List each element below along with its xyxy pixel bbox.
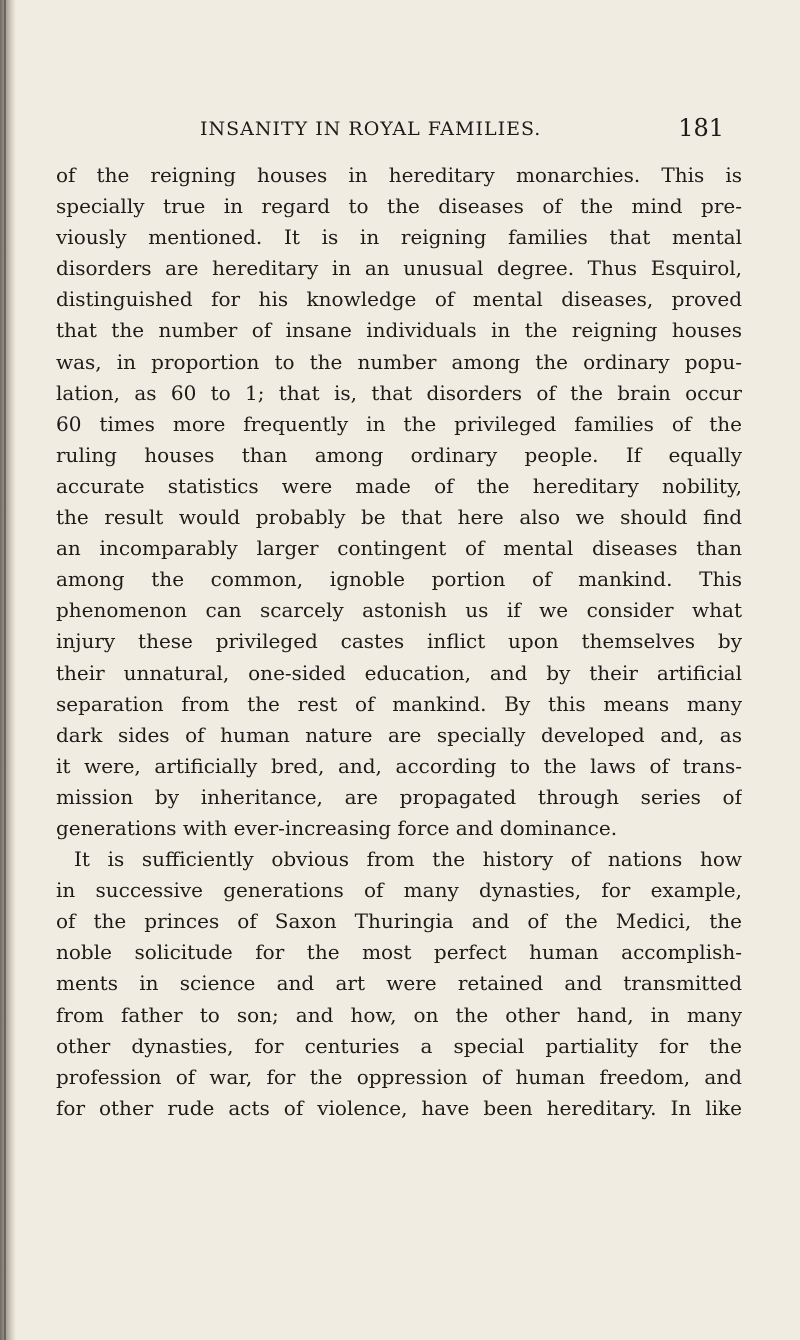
text-line: of the princes of Saxon Thuringia and of the Medici, the [56,909,742,934]
running-head: INSANITY IN ROYAL FAMILIES. [200,118,542,140]
text-line: injury these privileged castes inflict upon themselves by [56,629,742,654]
body-text [56,160,742,1124]
text-line: viously mentioned. It is in reigning families that mental [56,225,742,250]
text-line: other dynasties, for centuries a special partiality for the [56,1033,742,1058]
text-line: it were, artificially bred, and, according to the laws of trans- [56,753,742,778]
text-line: separation from the rest of mankind. By this means many [56,691,742,716]
text-line: noble solicitude for the most perfect human accomplish- [56,940,742,965]
text-line: from father to son; and how, on the other hand, in many [56,1002,742,1027]
text-line: for other rude acts of violence, have been hereditary. In like [56,1095,742,1120]
text-line: distinguished for his knowledge of mental diseases, proved [56,287,742,312]
text-line: accurate statistics were made of the hereditary nobility, [56,473,742,498]
text-line: an incomparably larger contingent of mental diseases than [56,536,742,561]
text-line: phenomenon can scarcely astonish us if we consider what [56,598,742,623]
text-line: lation, as 60 to 1; that is, that disorders of the brain occur [56,380,742,405]
text-line: mission by inheritance, are propagated through series of [56,784,742,809]
text-line: disorders are hereditary in an unusual degree. Thus Esquirol, [56,256,742,281]
text-line: that the number of insane individuals in the reigning houses [56,318,742,343]
text-line: 60 times more frequently in the privileged families of the [56,411,742,436]
text-line: dark sides of human nature are specially developed and, as [56,722,742,747]
text-line: of the reigning houses in hereditary monarchies. This is [56,163,742,187]
text-line: in successive generations of many dynasties, for example, [56,878,742,903]
binding-gutter-shadow [0,0,16,1340]
page-number: 181 [678,114,724,142]
paragraph-start-line: It is sufficiently obvious from the history of nations how [74,847,742,872]
page-header [200,114,724,148]
text-line: ruling houses than among ordinary people. If equally [56,442,742,467]
text-line: among the common, ignoble portion of mankind. This [56,567,742,592]
paragraph-end-line: generations with ever-increasing force and dominance. [56,815,618,840]
text-line: profession of war, for the oppression of human freedom, and [56,1064,742,1089]
text-line: the result would probably be that here also we should find [56,505,742,530]
text-line: their unnatural, one-sided education, and by their artificial [56,660,742,685]
text-line: was, in proportion to the number among the ordinary popu- [56,349,742,374]
binding-gutter-edge [4,0,6,1340]
text-line: ments in science and art were retained and transmitted [56,971,742,996]
text-line: specially true in regard to the diseases of the mind pre- [56,194,742,219]
